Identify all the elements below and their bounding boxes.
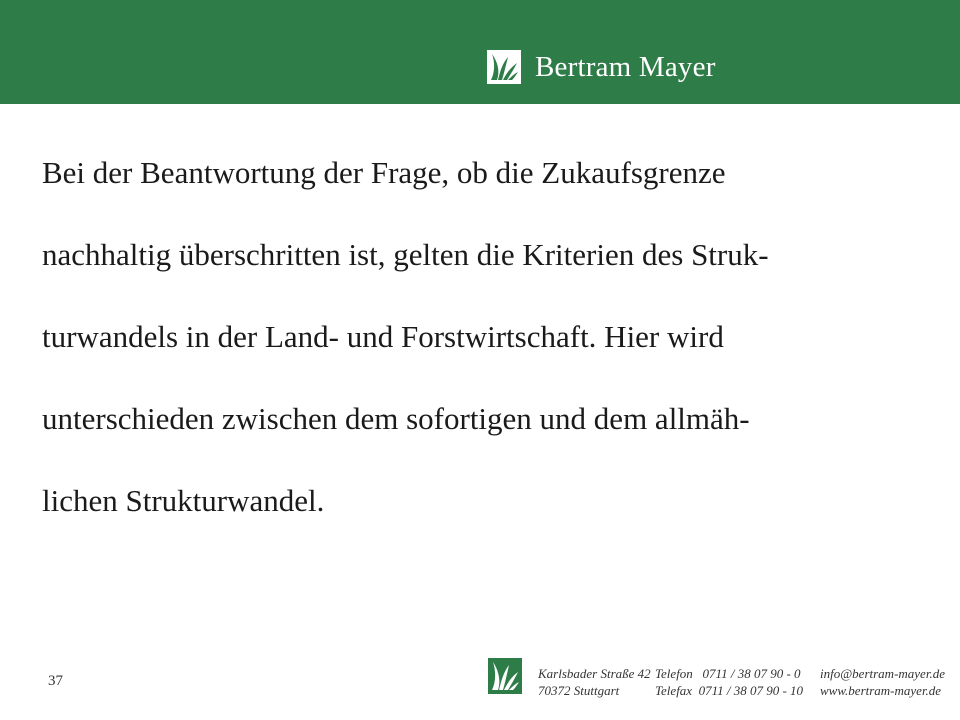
website-address: www.bertram-mayer.de bbox=[820, 683, 942, 698]
address-city: 70372 Stuttgart bbox=[538, 683, 620, 698]
address-street: Karlsbader Straße 42 bbox=[538, 666, 651, 681]
body-line-4: unterschieden zwischen dem sofortigen und dem allmäh- bbox=[42, 401, 750, 436]
phone-number: Telefon 0711 / 38 07 90 - 0 bbox=[655, 666, 801, 681]
footer-address bbox=[538, 665, 651, 699]
page-number: 37 bbox=[48, 673, 63, 689]
body-line-2: nachhaltig überschritten ist, gelten die Kriterien des Struk- bbox=[42, 237, 769, 272]
email-address: info@bertram-mayer.de bbox=[820, 666, 945, 681]
brand-name: Bertram Mayer bbox=[535, 51, 716, 83]
footer-grass-leaves-logo-icon bbox=[488, 658, 522, 694]
body-line-1: Bei der Beantwortung der Frage, ob die Zukaufsgrenze bbox=[42, 155, 726, 190]
body-paragraph bbox=[42, 140, 922, 550]
brand bbox=[487, 49, 716, 85]
header-bar bbox=[0, 0, 960, 104]
grass-leaves-logo-icon bbox=[487, 50, 521, 84]
body-line-3: turwandels in der Land- und Forstwirtschaft. Hier wird bbox=[42, 319, 724, 354]
body-line-5: lichen Strukturwandel. bbox=[42, 483, 325, 518]
fax-number: Telefax 0711 / 38 07 90 - 10 bbox=[655, 683, 804, 698]
footer-phone bbox=[655, 665, 803, 699]
footer-contact bbox=[820, 665, 945, 699]
